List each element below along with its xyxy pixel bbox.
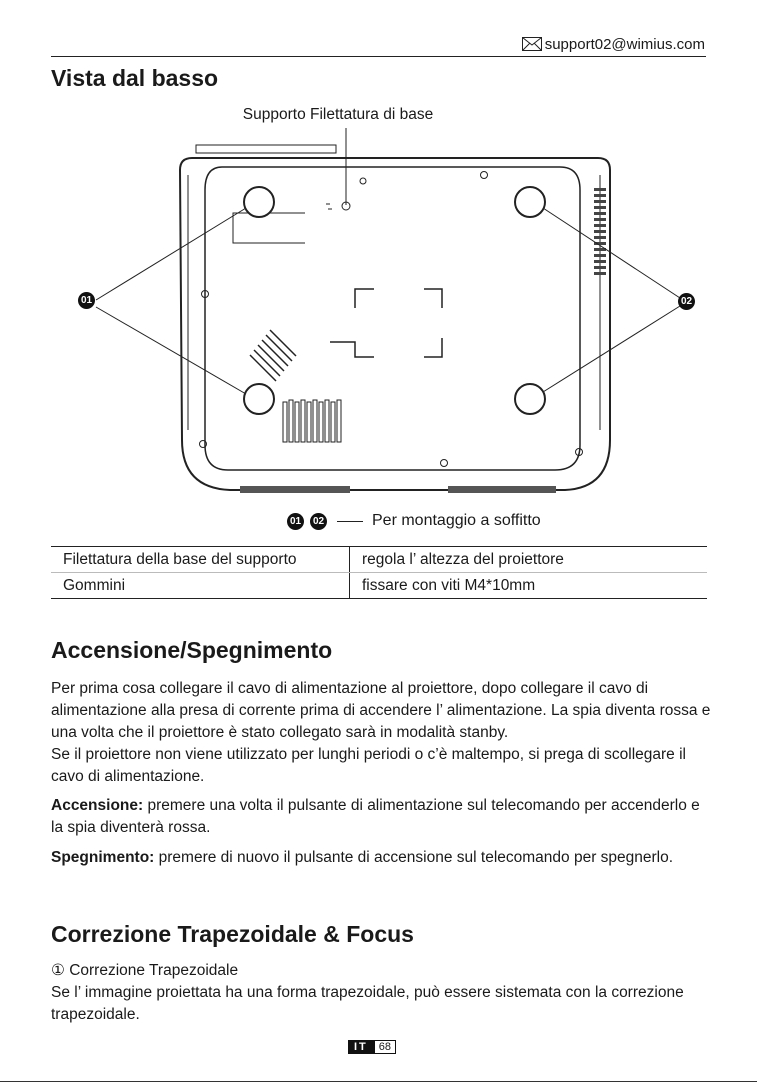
keystone-item-1: ① Correzione Trapezoidale <box>51 962 239 979</box>
header-rule <box>51 56 706 57</box>
section-title-keystone: Correzione Trapezoidale & Focus <box>51 921 414 947</box>
page-number-value: 68 <box>374 1040 396 1054</box>
power-off-paragraph <box>51 847 715 869</box>
power-off-text: premere di nuovo il pulsante di accensione sul telecomando per spegnerlo. <box>154 849 674 866</box>
power-on-text: premere una volta il pulsante di alimentazione sul telecomando per accenderlo e la spia diventerà rossa. <box>51 797 700 836</box>
figure-title: Supporto Filettatura di base <box>242 106 434 123</box>
power-on-label: Accensione: <box>51 797 144 814</box>
envelope-icon <box>522 37 542 55</box>
page-number <box>348 1040 396 1054</box>
callout-01: 01 <box>78 292 95 309</box>
table-cell: Gommini <box>51 573 350 599</box>
section-title-bottom-view: Vista dal basso <box>51 65 219 91</box>
table-cell: regola l’ altezza del proiettore <box>350 547 708 573</box>
footer-rule <box>0 1081 757 1082</box>
projector-bottom-diagram <box>50 124 710 502</box>
email-text: support02@wimius.com <box>544 36 705 53</box>
callout-02: 02 <box>678 293 695 310</box>
legend-bubble-01: 01 <box>287 513 304 530</box>
power-on-paragraph <box>51 795 715 839</box>
legend-dash <box>337 521 363 522</box>
legend-text: Per montaggio a soffitto <box>372 512 541 529</box>
language-badge: IT <box>348 1040 374 1054</box>
table-cell: Filettatura della base del supporto <box>51 547 350 573</box>
power-paragraph-1: Per prima cosa collegare il cavo di alimentazione al proiettore, dopo collegare il cavo di alimentazione alla presa di corrente prima di accendere l’ alimentazione. La spia diventa rossa e una volta che il proiettore è stato collegato sarà in modalità stanby. <box>51 680 711 741</box>
support-email <box>522 36 705 55</box>
section-title-power: Accensione/Spegnimento <box>51 637 333 663</box>
legend-bubble-02: 02 <box>310 513 327 530</box>
keystone-item-1-text: Se l’ immagine proiettata ha una forma trapezoidale, può essere sistemata con la correzione trapezoidale. <box>51 984 684 1023</box>
table-row <box>51 573 707 599</box>
table-cell: fissare con viti M4*10mm <box>350 573 708 599</box>
power-off-label: Spegnimento: <box>51 849 155 866</box>
spec-table <box>51 546 707 599</box>
figure-legend <box>287 512 541 530</box>
table-row <box>51 547 707 573</box>
power-paragraph-2: Se il proiettore non viene utilizzato per lunghi periodi o c’è maltempo, si prega di scollegare il cavo di alimentazione. <box>51 746 686 785</box>
